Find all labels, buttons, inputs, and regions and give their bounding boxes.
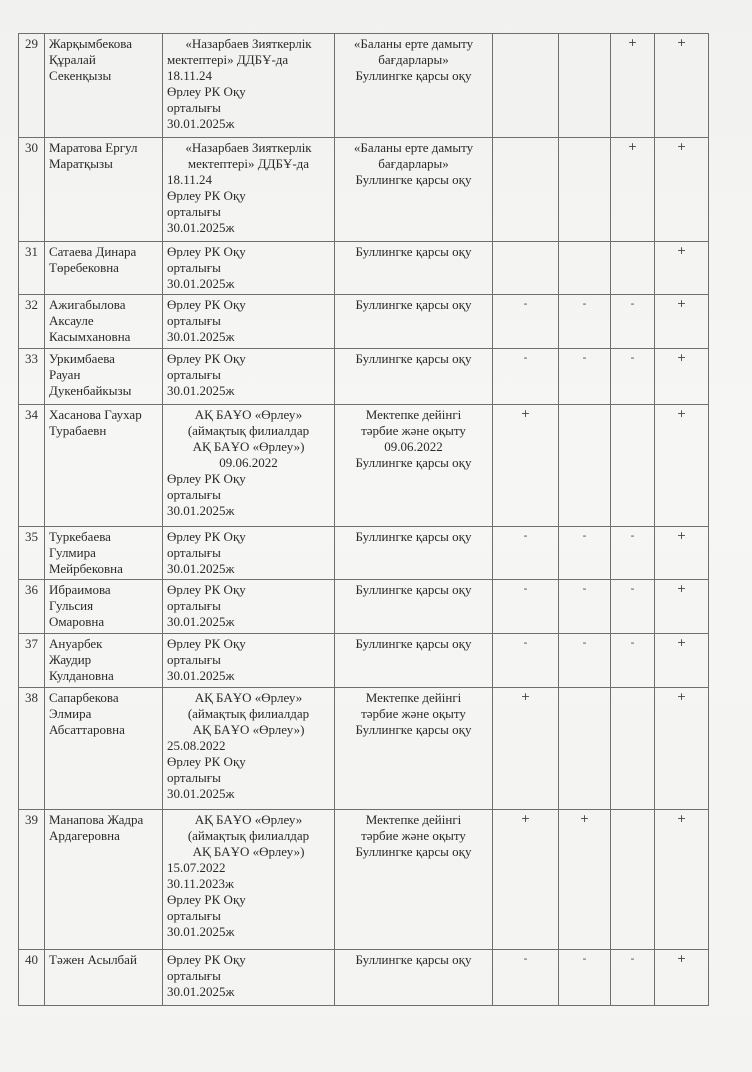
row-number: 30 bbox=[19, 138, 45, 242]
mark-cell bbox=[559, 34, 611, 138]
course-line: мектептері» ДДБҰ-да bbox=[167, 52, 289, 67]
teacher-name-line: Аксауле bbox=[49, 313, 94, 328]
teacher-name-line: Туркебаева bbox=[49, 529, 111, 544]
mark-cell: + bbox=[655, 580, 709, 634]
topic-line: 09.06.2022 bbox=[384, 439, 443, 454]
row-number: 29 bbox=[19, 34, 45, 138]
course-line: 15.07.2022 bbox=[167, 860, 226, 875]
teacher-name-line: Турабаевн bbox=[49, 423, 107, 438]
teacher-name-line: Ибраимова bbox=[49, 582, 111, 597]
table-row bbox=[19, 810, 709, 950]
topic-cell bbox=[335, 349, 493, 405]
mark-cell: + bbox=[655, 527, 709, 580]
course-line: орталығы bbox=[167, 545, 221, 560]
topic-line: Мектепке дейінгі bbox=[365, 407, 462, 422]
mark-cell: + bbox=[611, 138, 655, 242]
course-line: Өрлеу РК Оқу bbox=[167, 471, 246, 486]
topic-line: Мектепке дейінгі bbox=[365, 812, 462, 827]
table-row bbox=[19, 138, 709, 242]
course-line: орталығы bbox=[167, 313, 221, 328]
mark-cell: - bbox=[559, 349, 611, 405]
mark-cell: - bbox=[493, 950, 559, 1006]
course-line: 30.01.2025ж bbox=[167, 503, 235, 518]
course-line: 30.01.2025ж bbox=[167, 668, 235, 683]
table-row bbox=[19, 295, 709, 349]
table-row bbox=[19, 688, 709, 810]
course-line: Өрлеу РК Оқу bbox=[167, 754, 246, 769]
course-line: Өрлеу РК Оқу bbox=[167, 582, 246, 597]
topic-line: Буллингке қарсы оқу bbox=[355, 297, 472, 312]
course-line: Өрлеу РК Оқу bbox=[167, 351, 246, 366]
topic-cell bbox=[335, 810, 493, 950]
topic-line: Буллингке қарсы оқу bbox=[355, 844, 472, 859]
topic-line: бағдарлары» bbox=[378, 52, 449, 67]
mark-cell: - bbox=[611, 349, 655, 405]
mark-cell: - bbox=[611, 634, 655, 688]
course-line: Өрлеу РК Оқу bbox=[167, 529, 246, 544]
course-line: (аймақтық филиалдар bbox=[187, 706, 310, 721]
teacher-name-cell bbox=[45, 527, 163, 580]
mark-cell: - bbox=[493, 634, 559, 688]
topic-line: Буллингке қарсы оқу bbox=[355, 722, 472, 737]
course-line: 30.01.2025ж bbox=[167, 786, 235, 801]
mark-cell bbox=[559, 138, 611, 242]
teacher-name-line: Ардагеровна bbox=[49, 828, 120, 843]
mark-cell: - bbox=[559, 527, 611, 580]
mark-cell: + bbox=[655, 634, 709, 688]
course-line: 30.01.2025ж bbox=[167, 116, 235, 131]
course-cell bbox=[163, 405, 335, 527]
teacher-name-cell bbox=[45, 349, 163, 405]
mark-cell: + bbox=[493, 810, 559, 950]
course-line: орталығы bbox=[167, 204, 221, 219]
table-row bbox=[19, 242, 709, 295]
table-row bbox=[19, 950, 709, 1006]
teacher-name-line: Маратова Ергул bbox=[49, 140, 138, 155]
table-row bbox=[19, 405, 709, 527]
topic-cell bbox=[335, 688, 493, 810]
mark-cell: + bbox=[655, 810, 709, 950]
course-line: АҚ БАҰО «Өрлеу» bbox=[194, 690, 303, 705]
topic-line: Буллингке қарсы оқу bbox=[355, 636, 472, 651]
topic-line: «Баланы ерте дамыту bbox=[353, 36, 474, 51]
course-cell bbox=[163, 349, 335, 405]
mark-cell: + bbox=[655, 34, 709, 138]
course-line: 09.06.2022 bbox=[219, 455, 278, 470]
topic-cell bbox=[335, 950, 493, 1006]
topic-line: Буллингке қарсы оқу bbox=[355, 68, 472, 83]
row-number: 32 bbox=[19, 295, 45, 349]
course-line: 18.11.24 bbox=[167, 68, 213, 83]
teacher-name-line: Сатаева Динара bbox=[49, 244, 137, 259]
mark-cell: + bbox=[655, 950, 709, 1006]
row-number: 40 bbox=[19, 950, 45, 1006]
topic-line: Буллингке қарсы оқу bbox=[355, 952, 472, 967]
course-cell bbox=[163, 242, 335, 295]
mark-cell bbox=[559, 688, 611, 810]
topic-line: Буллингке қарсы оқу bbox=[355, 172, 472, 187]
topic-cell bbox=[335, 34, 493, 138]
topic-cell bbox=[335, 138, 493, 242]
course-line: Өрлеу РК Оқу bbox=[167, 244, 246, 259]
mark-cell: + bbox=[655, 295, 709, 349]
teacher-name-line: Мейрбековна bbox=[49, 561, 123, 576]
course-cell bbox=[163, 138, 335, 242]
course-line: 30.01.2025ж bbox=[167, 276, 235, 291]
teacher-name-line: Құралай bbox=[49, 52, 96, 67]
teacher-name-line: Гульсия bbox=[49, 598, 94, 613]
teacher-name-line: Сапарбекова bbox=[49, 690, 119, 705]
teacher-name-line: Кулдановна bbox=[49, 668, 114, 683]
mark-cell: - bbox=[611, 527, 655, 580]
course-cell bbox=[163, 34, 335, 138]
mark-cell: + bbox=[655, 349, 709, 405]
teacher-name-cell bbox=[45, 580, 163, 634]
mark-cell: + bbox=[611, 34, 655, 138]
course-line: Өрлеу РК Оқу bbox=[167, 636, 246, 651]
row-number: 39 bbox=[19, 810, 45, 950]
row-number: 31 bbox=[19, 242, 45, 295]
topic-line: Буллингке қарсы оқу bbox=[355, 351, 472, 366]
mark-cell: - bbox=[559, 634, 611, 688]
mark-cell: - bbox=[493, 349, 559, 405]
mark-cell: - bbox=[611, 295, 655, 349]
course-line: 30.01.2025ж bbox=[167, 383, 235, 398]
topic-line: бағдарлары» bbox=[378, 156, 449, 171]
teacher-name-line: Дукенбайкызы bbox=[49, 383, 132, 398]
course-line: 30.01.2025ж bbox=[167, 329, 235, 344]
row-number: 35 bbox=[19, 527, 45, 580]
teacher-name-line: Секенқызы bbox=[49, 68, 112, 83]
teacher-name-line: Гулмира bbox=[49, 545, 96, 560]
table-row bbox=[19, 349, 709, 405]
course-line: 30.11.2023ж bbox=[167, 876, 234, 891]
teacher-name-line: Манапова Жадра bbox=[49, 812, 144, 827]
mark-cell bbox=[493, 138, 559, 242]
course-line: орталығы bbox=[167, 598, 221, 613]
mark-cell: + bbox=[655, 405, 709, 527]
course-line: 30.01.2025ж bbox=[167, 924, 235, 939]
topic-line: Буллингке қарсы оқу bbox=[355, 244, 472, 259]
mark-cell bbox=[611, 242, 655, 295]
course-line: АҚ БАҰО «Өрлеу») bbox=[192, 439, 305, 454]
teacher-name-cell bbox=[45, 810, 163, 950]
teacher-name-line: Жаудир bbox=[49, 652, 92, 667]
teacher-name-cell bbox=[45, 34, 163, 138]
topic-cell bbox=[335, 634, 493, 688]
course-line: орталығы bbox=[167, 487, 221, 502]
teacher-name-line: Ануарбек bbox=[49, 636, 103, 651]
course-line: Өрлеу РК Оқу bbox=[167, 892, 246, 907]
course-line: орталығы bbox=[167, 652, 221, 667]
teacher-name-cell bbox=[45, 634, 163, 688]
course-line: 18.11.24 bbox=[167, 172, 213, 187]
teacher-name-line: Ажигабылова bbox=[49, 297, 126, 312]
table-row bbox=[19, 527, 709, 580]
course-line: АҚ БАҰО «Өрлеу» bbox=[194, 407, 303, 422]
course-line: «Назарбаев Зияткерлік bbox=[185, 140, 312, 155]
topic-line: Мектепке дейінгі bbox=[365, 690, 462, 705]
topic-line: тәрбие және оқыту bbox=[361, 423, 466, 438]
course-cell bbox=[163, 810, 335, 950]
row-number: 34 bbox=[19, 405, 45, 527]
table-row bbox=[19, 34, 709, 138]
course-cell bbox=[163, 295, 335, 349]
mark-cell bbox=[559, 242, 611, 295]
course-line: орталығы bbox=[167, 367, 221, 382]
mark-cell: + bbox=[655, 242, 709, 295]
mark-cell bbox=[559, 405, 611, 527]
mark-cell bbox=[611, 405, 655, 527]
course-line: АҚ БАҰО «Өрлеу» bbox=[194, 812, 303, 827]
row-number: 37 bbox=[19, 634, 45, 688]
mark-cell: - bbox=[611, 580, 655, 634]
course-line: (аймақтық филиалдар bbox=[187, 828, 310, 843]
course-line: орталығы bbox=[167, 968, 221, 983]
mark-cell bbox=[611, 810, 655, 950]
teacher-name-cell bbox=[45, 242, 163, 295]
teacher-name-line: Төребековна bbox=[49, 260, 119, 275]
course-cell bbox=[163, 950, 335, 1006]
teacher-name-cell bbox=[45, 405, 163, 527]
teacher-name-line: Рауан bbox=[49, 367, 81, 382]
topic-line: Буллингке қарсы оқу bbox=[355, 582, 472, 597]
teacher-training-table bbox=[18, 33, 709, 1006]
topic-line: Буллингке қарсы оқу bbox=[355, 529, 472, 544]
course-line: 30.01.2025ж bbox=[167, 984, 235, 999]
course-line: орталығы bbox=[167, 260, 221, 275]
mark-cell: - bbox=[559, 950, 611, 1006]
course-line: 25.08.2022 bbox=[167, 738, 226, 753]
course-line: орталығы bbox=[167, 100, 221, 115]
row-number: 38 bbox=[19, 688, 45, 810]
course-line: (аймақтық филиалдар bbox=[187, 423, 310, 438]
teacher-name-line: Касымхановна bbox=[49, 329, 131, 344]
mark-cell: - bbox=[559, 295, 611, 349]
teacher-name-cell bbox=[45, 138, 163, 242]
teacher-name-cell bbox=[45, 950, 163, 1006]
course-line: АҚ БАҰО «Өрлеу») bbox=[192, 722, 305, 737]
course-line: мектептері» ДДБҰ-да bbox=[187, 156, 310, 171]
topic-line: «Баланы ерте дамыту bbox=[353, 140, 474, 155]
teacher-name-line: Элмира bbox=[49, 706, 92, 721]
teacher-name-line: Хасанова Гаухар bbox=[49, 407, 142, 422]
table-row bbox=[19, 634, 709, 688]
row-number: 33 bbox=[19, 349, 45, 405]
topic-cell bbox=[335, 405, 493, 527]
mark-cell: - bbox=[611, 950, 655, 1006]
course-line: «Назарбаев Зияткерлік bbox=[185, 36, 312, 51]
course-cell bbox=[163, 634, 335, 688]
mark-cell: + bbox=[655, 688, 709, 810]
mark-cell: + bbox=[655, 138, 709, 242]
topic-line: Буллингке қарсы оқу bbox=[355, 455, 472, 470]
course-line: Өрлеу РК Оқу bbox=[167, 84, 246, 99]
course-line: Өрлеу РК Оқу bbox=[167, 297, 246, 312]
course-line: 30.01.2025ж bbox=[167, 220, 235, 235]
mark-cell: - bbox=[493, 580, 559, 634]
mark-cell: - bbox=[493, 527, 559, 580]
mark-cell: + bbox=[493, 405, 559, 527]
topic-line: тәрбие және оқыту bbox=[361, 706, 466, 721]
topic-line: тәрбие және оқыту bbox=[361, 828, 466, 843]
teacher-name-line: Абсаттаровна bbox=[49, 722, 125, 737]
topic-cell bbox=[335, 242, 493, 295]
teacher-name-line: Омаровна bbox=[49, 614, 105, 629]
teacher-name-line: Жарқымбекова bbox=[49, 36, 132, 51]
teacher-name-cell bbox=[45, 295, 163, 349]
course-line: 30.01.2025ж bbox=[167, 614, 235, 629]
mark-cell: + bbox=[493, 688, 559, 810]
course-cell bbox=[163, 580, 335, 634]
topic-cell bbox=[335, 527, 493, 580]
course-line: орталығы bbox=[167, 770, 221, 785]
row-number: 36 bbox=[19, 580, 45, 634]
course-line: Өрлеу РК Оқу bbox=[167, 952, 246, 967]
mark-cell: - bbox=[493, 295, 559, 349]
course-cell bbox=[163, 527, 335, 580]
teacher-name-cell bbox=[45, 688, 163, 810]
topic-cell bbox=[335, 580, 493, 634]
course-line: Өрлеу РК Оқу bbox=[167, 188, 246, 203]
topic-cell bbox=[335, 295, 493, 349]
mark-cell: + bbox=[559, 810, 611, 950]
course-line: АҚ БАҰО «Өрлеу») bbox=[192, 844, 305, 859]
mark-cell bbox=[493, 242, 559, 295]
teacher-name-line: Тәжен Асылбай bbox=[49, 952, 137, 967]
table-row bbox=[19, 580, 709, 634]
teacher-name-line: Маратқызы bbox=[49, 156, 113, 171]
course-line: орталығы bbox=[167, 908, 221, 923]
mark-cell bbox=[493, 34, 559, 138]
mark-cell: - bbox=[559, 580, 611, 634]
mark-cell bbox=[611, 688, 655, 810]
teacher-name-line: Уркимбаева bbox=[49, 351, 115, 366]
course-line: 30.01.2025ж bbox=[167, 561, 235, 576]
course-cell bbox=[163, 688, 335, 810]
